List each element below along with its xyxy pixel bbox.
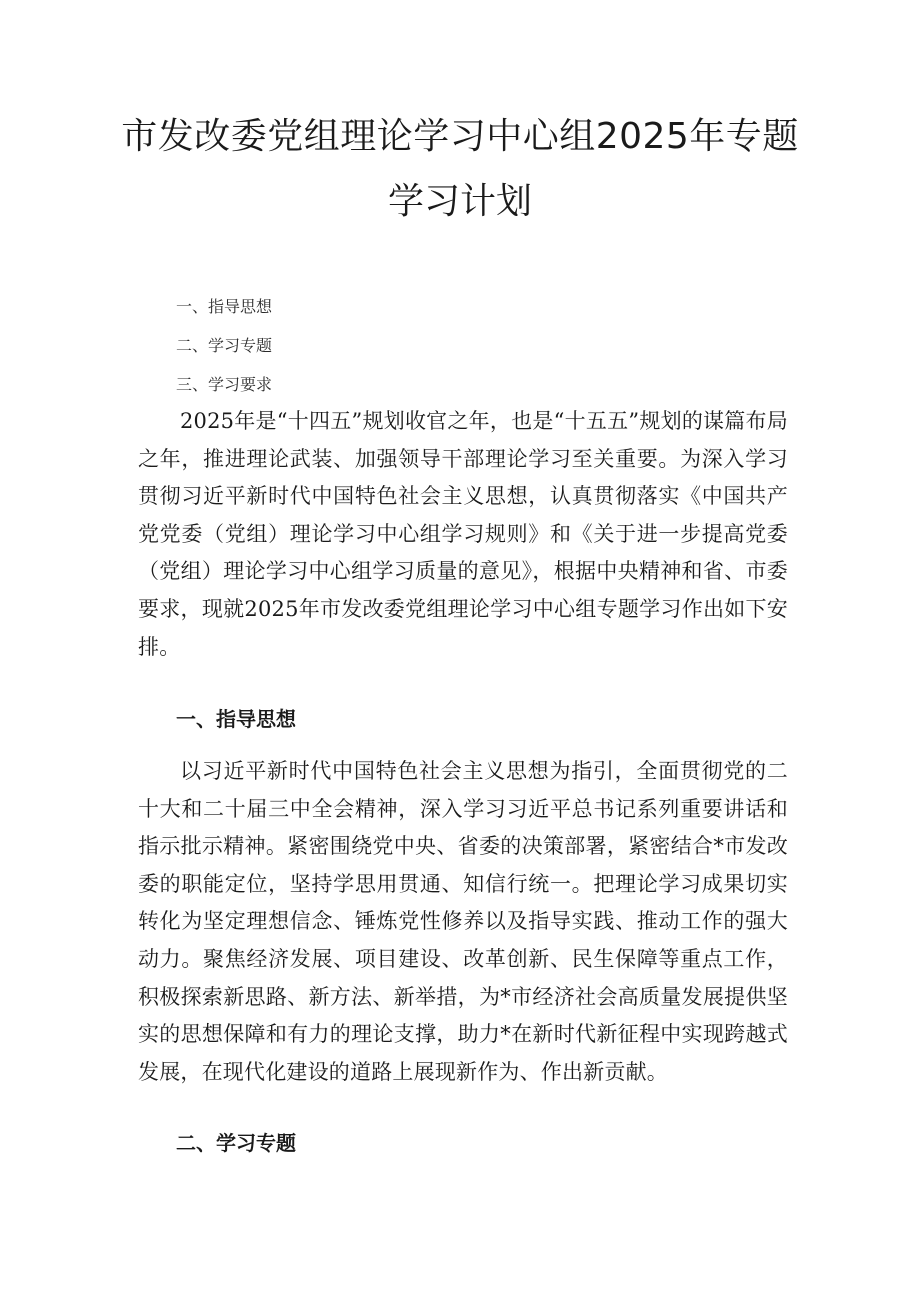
toc-item-study-requirements: 三、学习要求 [176,375,273,394]
toc-item-study-topics: 二、学习专题 [176,336,273,355]
document-title-line-2: 学习计划 [387,181,532,222]
guiding-thought-paragraph: 以习近平新时代中国特色社会主义思想为指引，全面贯彻党的二十大和二十届三中全会精神，深入学习习近平总书记系列重要讲话和指示批示精神。紧密围绕党中央、省委的决策部署，紧密结合*市发改委的职能定位，坚持学思用贯通、知信行统一。把理论学习成果切实转化为坚定理想信念、锤炼党性修养以及指导实践、推动工作的强大动力。聚焦经济发展、项目建设、改革创新、民生保障等重点工作，积极探索新思路、新方法、新举措，为*市经济社会高质量发展提供坚实的思想保障和有力的理论支撑，助力*在新时代新征程中实现跨越式发展，在现代化建设的道路上展现新作为、作出新贡献。 [138,759,788,1084]
intro-paragraph: 2025年是“十四五”规划收官之年，也是“十五五”规划的谋篇布局之年，推进理论武装、加强领导干部理论学习至关重要。为深入学习贯彻习近平新时代中国特色社会主义思想，认真贯彻落实《中国共产党党委（党组）理论学习中心组学习规则》和《关于进一步提高党委（党组）理论学习中心组学习质量的意见》，根据中央精神和省、市委要求，现就2025年市发改委党组理论学习中心组专题学习作出如下安排。 [138,409,788,659]
toc-item-guiding-thought: 一、指导思想 [176,297,273,316]
document-title-line-1: 市发改委党组理论学习中心组2025年专题 [121,116,799,157]
section-heading-guiding-thought: 一、指导思想 [176,707,296,731]
section-heading-study-topics: 二、学习专题 [176,1131,296,1155]
